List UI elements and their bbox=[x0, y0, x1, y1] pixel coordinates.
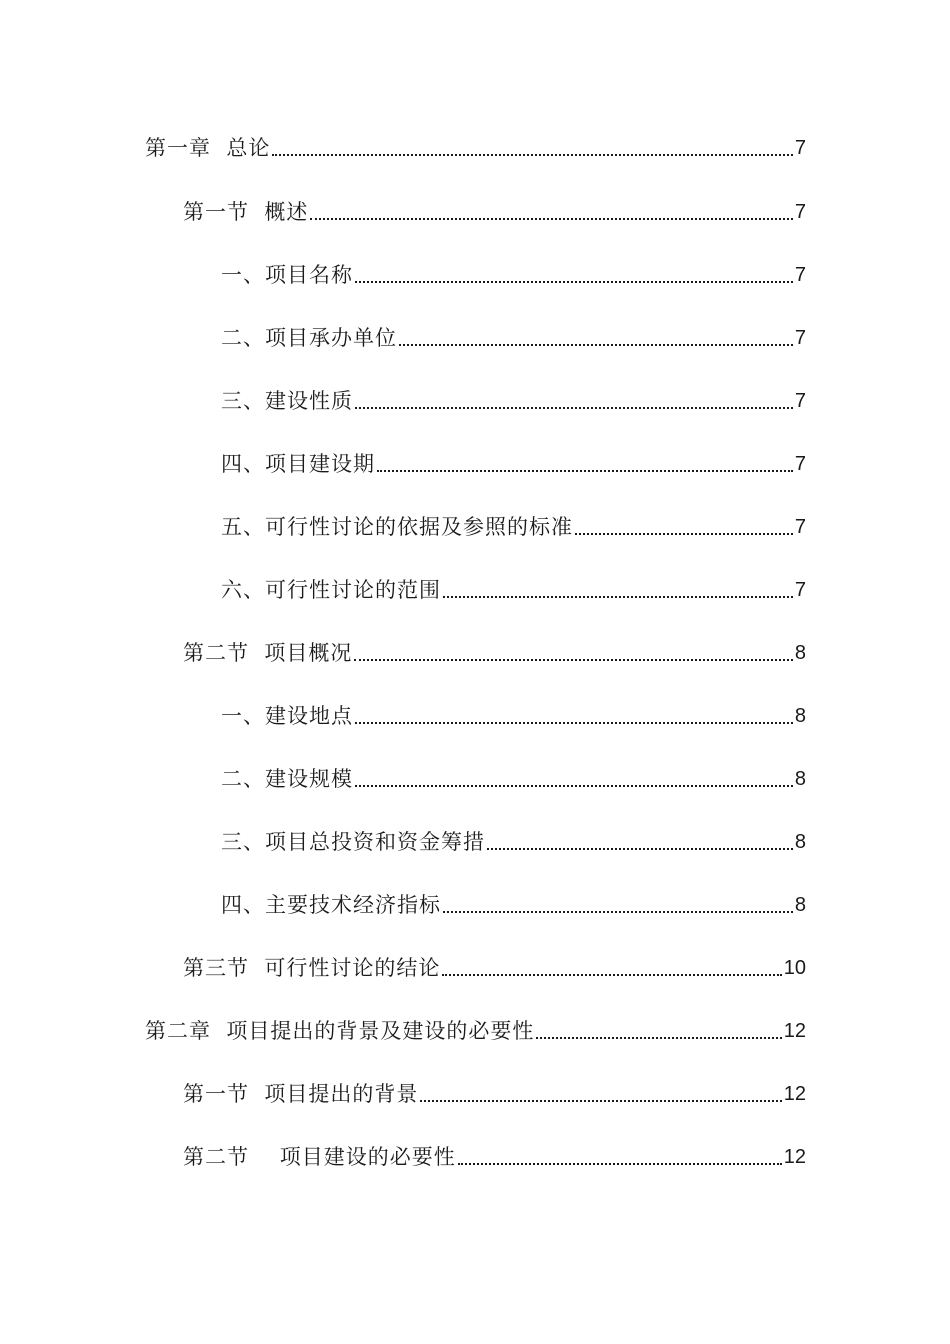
toc-page-number: 7 bbox=[794, 264, 806, 286]
toc-entry-section-2-2[interactable] bbox=[183, 1137, 806, 1171]
dot-leader bbox=[575, 533, 793, 535]
toc-page-number: 7 bbox=[794, 516, 806, 538]
dot-leader bbox=[355, 407, 793, 409]
dot-leader bbox=[355, 722, 793, 724]
toc-page-number: 12 bbox=[783, 1083, 806, 1105]
toc-entry-label: 第一章 总论 bbox=[145, 136, 271, 160]
dot-leader bbox=[458, 1163, 782, 1165]
toc-entry-label: 第一节 项目提出的背景 bbox=[183, 1082, 419, 1106]
toc-entry-chapter-2[interactable] bbox=[145, 1011, 806, 1045]
toc-entry-item[interactable] bbox=[221, 759, 806, 793]
dot-leader bbox=[420, 1100, 781, 1102]
toc-entry-section-1-1[interactable] bbox=[183, 192, 806, 226]
toc-entry-chapter-1[interactable] bbox=[145, 128, 806, 162]
toc-page-number: 7 bbox=[794, 137, 806, 159]
toc-entry-label: 四、项目建设期 bbox=[221, 452, 375, 476]
toc-page-number: 7 bbox=[794, 327, 806, 349]
toc-entry-item[interactable] bbox=[221, 570, 806, 604]
toc-page-number: 7 bbox=[794, 579, 806, 601]
toc-page-number: 8 bbox=[794, 894, 806, 916]
toc-entry-label: 第三节 可行性讨论的结论 bbox=[183, 956, 441, 980]
toc-entry-item[interactable] bbox=[221, 318, 806, 352]
toc-page-number: 12 bbox=[783, 1020, 806, 1042]
dot-leader bbox=[536, 1037, 781, 1039]
toc-entry-label: 一、项目名称 bbox=[221, 263, 353, 287]
toc-entry-label: 二、项目承办单位 bbox=[221, 326, 397, 350]
dot-leader bbox=[354, 659, 793, 661]
toc-entry-label: 第二节 项目建设的必要性 bbox=[183, 1145, 456, 1169]
dot-leader bbox=[355, 281, 793, 283]
dot-leader bbox=[487, 848, 793, 850]
toc-entry-item[interactable] bbox=[221, 444, 806, 478]
toc-entry-item[interactable] bbox=[221, 885, 806, 919]
dot-leader bbox=[443, 911, 793, 913]
dot-leader bbox=[443, 596, 793, 598]
toc-entry-label: 第二章 项目提出的背景及建设的必要性 bbox=[145, 1019, 535, 1043]
toc-page-number: 8 bbox=[794, 705, 806, 727]
dot-leader bbox=[272, 154, 793, 156]
toc-page-number: 10 bbox=[783, 957, 806, 979]
toc-entry-section-1-3[interactable] bbox=[183, 948, 806, 982]
toc-entry-section-2-1[interactable] bbox=[183, 1074, 806, 1108]
toc-entry-item[interactable] bbox=[221, 822, 806, 856]
toc-entry-label: 三、建设性质 bbox=[221, 389, 353, 413]
toc-entry-item[interactable] bbox=[221, 507, 806, 541]
dot-leader bbox=[442, 974, 781, 976]
toc-page-number: 7 bbox=[794, 453, 806, 475]
dot-leader bbox=[310, 218, 793, 220]
toc-page-number: 7 bbox=[794, 201, 806, 223]
toc-page-number: 12 bbox=[783, 1146, 806, 1168]
toc-page-number: 8 bbox=[794, 768, 806, 790]
toc-entry-label: 第二节 项目概况 bbox=[183, 641, 353, 665]
toc-entry-label: 一、建设地点 bbox=[221, 704, 353, 728]
toc-entry-section-1-2[interactable] bbox=[183, 633, 806, 667]
toc-page-number: 8 bbox=[794, 831, 806, 853]
toc-page-number: 7 bbox=[794, 390, 806, 412]
toc-entry-label: 六、可行性讨论的范围 bbox=[221, 578, 441, 602]
dot-leader bbox=[399, 344, 793, 346]
toc-page-number: 8 bbox=[794, 642, 806, 664]
toc-entry-item[interactable] bbox=[221, 255, 806, 289]
toc-entry-label: 二、建设规模 bbox=[221, 767, 353, 791]
dot-leader bbox=[355, 785, 793, 787]
toc-entry-label: 五、可行性讨论的依据及参照的标准 bbox=[221, 515, 573, 539]
dot-leader bbox=[377, 470, 793, 472]
toc-entry-label: 三、项目总投资和资金筹措 bbox=[221, 830, 485, 854]
toc-entry-label: 第一节 概述 bbox=[183, 200, 309, 224]
toc-entry-item[interactable] bbox=[221, 381, 806, 415]
toc-entry-label: 四、主要技术经济指标 bbox=[221, 893, 441, 917]
toc-entry-item[interactable] bbox=[221, 696, 806, 730]
